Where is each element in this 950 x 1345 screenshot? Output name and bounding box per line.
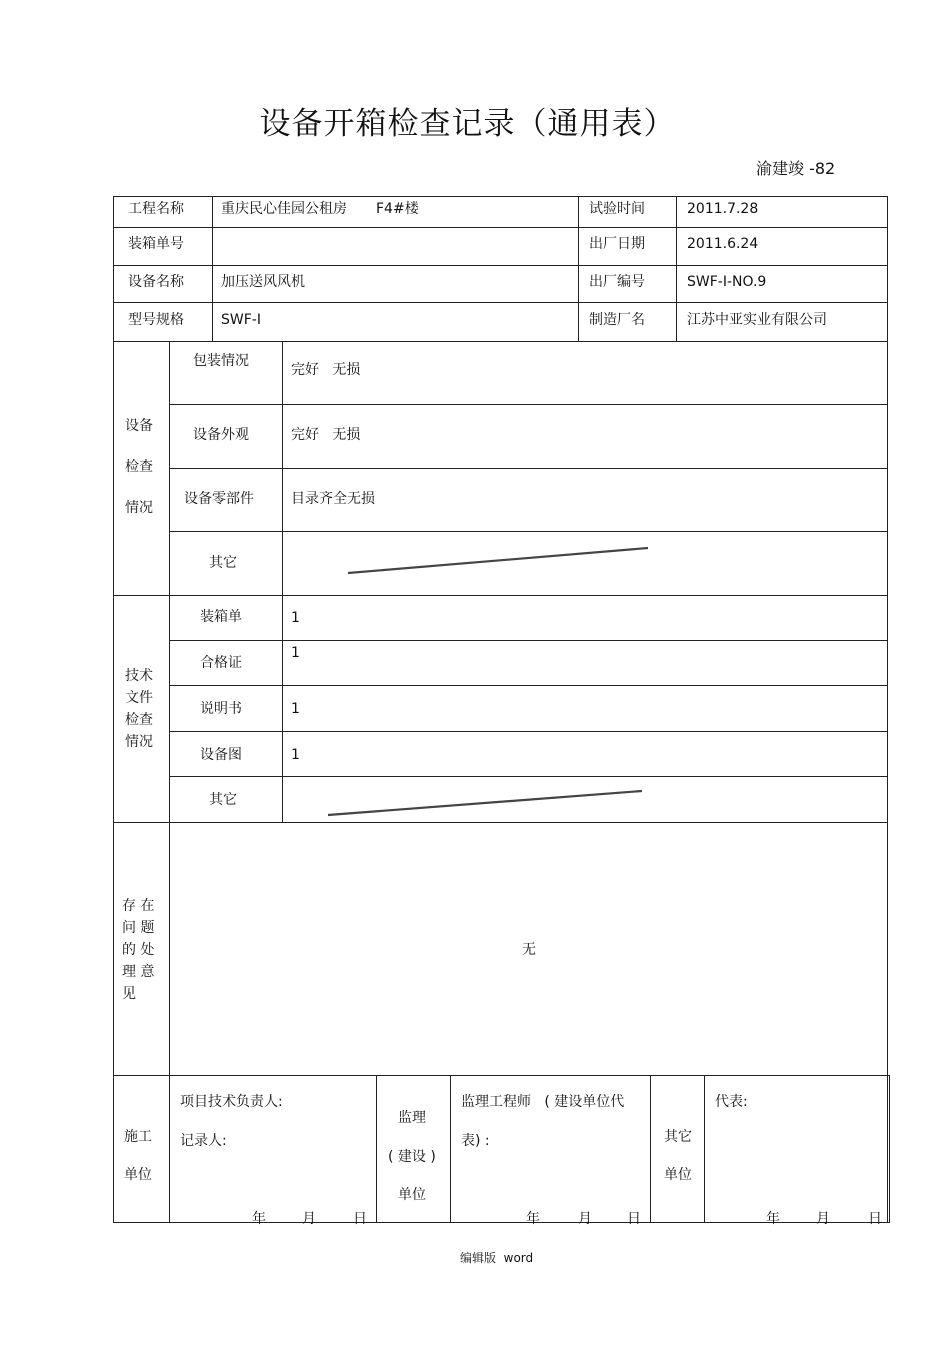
form-code: 渝建竣 -82 xyxy=(756,159,836,178)
model-value: SWF-I xyxy=(221,312,261,328)
group-label-line: 其它 xyxy=(664,1129,692,1145)
group-label-line: 施工 xyxy=(124,1129,152,1145)
packing-list-label: 装箱单 xyxy=(200,609,242,625)
project-name-label: 工程名称 xyxy=(128,201,184,217)
factory-no-label: 出厂编号 xyxy=(589,274,645,290)
project-name-value: 重庆民心佳园公租房 xyxy=(221,201,347,217)
docs-other-label: 其它 xyxy=(209,792,237,808)
group-label-line: 文件 xyxy=(125,690,153,706)
recorder-label: 记录人: xyxy=(180,1133,227,1149)
group-label-line: 单位 xyxy=(124,1167,152,1183)
group-label-line: 设备 xyxy=(125,418,153,434)
issues-value: 无 xyxy=(522,942,536,958)
group-label-line: 的 处 xyxy=(122,942,155,958)
packaging-value: 完好 无损 xyxy=(291,362,361,378)
packing-no-label: 装箱单号 xyxy=(128,236,184,252)
parts-value: 目录齐全无损 xyxy=(291,491,375,507)
representative-label: 代表: xyxy=(715,1094,748,1110)
manufacturer-label: 制造厂名 xyxy=(589,312,645,328)
drawing-value: 1 xyxy=(291,747,300,763)
project-building-value: F4#楼 xyxy=(376,201,419,217)
appearance-value: 完好 无损 xyxy=(291,427,361,443)
manual-value: 1 xyxy=(291,701,300,717)
test-time-label: 试验时间 xyxy=(589,201,645,217)
factory-date-value: 2011.6.24 xyxy=(687,236,759,252)
footer-text: 编辑版 word xyxy=(460,1251,534,1265)
date-year: 年 xyxy=(766,1211,780,1227)
group-label-line: 见 xyxy=(122,986,136,1002)
date-month: 月 xyxy=(816,1211,830,1227)
tech-lead-label: 项目技术负责人: xyxy=(180,1094,283,1110)
group-label-line: ( 建设 ) xyxy=(388,1149,436,1165)
drawing-label: 设备图 xyxy=(200,747,242,763)
model-label: 型号规格 xyxy=(128,312,184,328)
strike-line-docs-other xyxy=(328,791,642,815)
date-year: 年 xyxy=(526,1211,540,1227)
packing-list-value: 1 xyxy=(291,610,300,626)
page-title: 设备开箱检查记录（通用表） xyxy=(259,106,676,142)
group-label-line: 技术 xyxy=(125,668,153,684)
date-day: 日 xyxy=(353,1211,367,1227)
parts-label: 设备零部件 xyxy=(184,491,254,507)
equipment-name-value: 加压送风风机 xyxy=(221,274,305,290)
test-time-value: 2011.7.28 xyxy=(687,201,759,217)
date-month: 月 xyxy=(578,1211,592,1227)
group-label-line: 检查 xyxy=(125,459,153,475)
appearance-label: 设备外观 xyxy=(193,427,249,443)
date-month: 月 xyxy=(302,1211,316,1227)
supervisor-label-line2: 表) : xyxy=(461,1133,490,1149)
group-label-line: 理 意 xyxy=(122,964,155,980)
group-label-line: 情况 xyxy=(125,734,153,750)
equipment-other-label: 其它 xyxy=(209,555,237,571)
group-label-line: 监理 xyxy=(398,1110,426,1126)
supervisor-label-line1: 监理工程师 ( 建设单位代 xyxy=(461,1094,625,1110)
manual-label: 说明书 xyxy=(200,701,242,717)
date-day: 日 xyxy=(627,1211,641,1227)
equipment-name-label: 设备名称 xyxy=(128,274,184,290)
group-label-line: 检查 xyxy=(125,712,153,728)
group-label-line: 问 题 xyxy=(122,920,155,936)
factory-no-value: SWF-I-NO.9 xyxy=(687,274,767,290)
date-year: 年 xyxy=(252,1211,266,1227)
packaging-label: 包装情况 xyxy=(193,353,249,369)
date-day: 日 xyxy=(868,1211,882,1227)
strike-line-equipment-other xyxy=(348,548,648,573)
group-label-line: 情况 xyxy=(125,500,153,516)
factory-date-label: 出厂日期 xyxy=(589,236,645,252)
group-label-line: 存 在 xyxy=(122,898,155,914)
group-label-line: 单位 xyxy=(398,1187,426,1203)
manufacturer-value: 江苏中亚实业有限公司 xyxy=(687,312,827,328)
certificate-label: 合格证 xyxy=(200,655,242,671)
certificate-value: 1 xyxy=(291,645,300,661)
group-label-line: 单位 xyxy=(664,1167,692,1183)
